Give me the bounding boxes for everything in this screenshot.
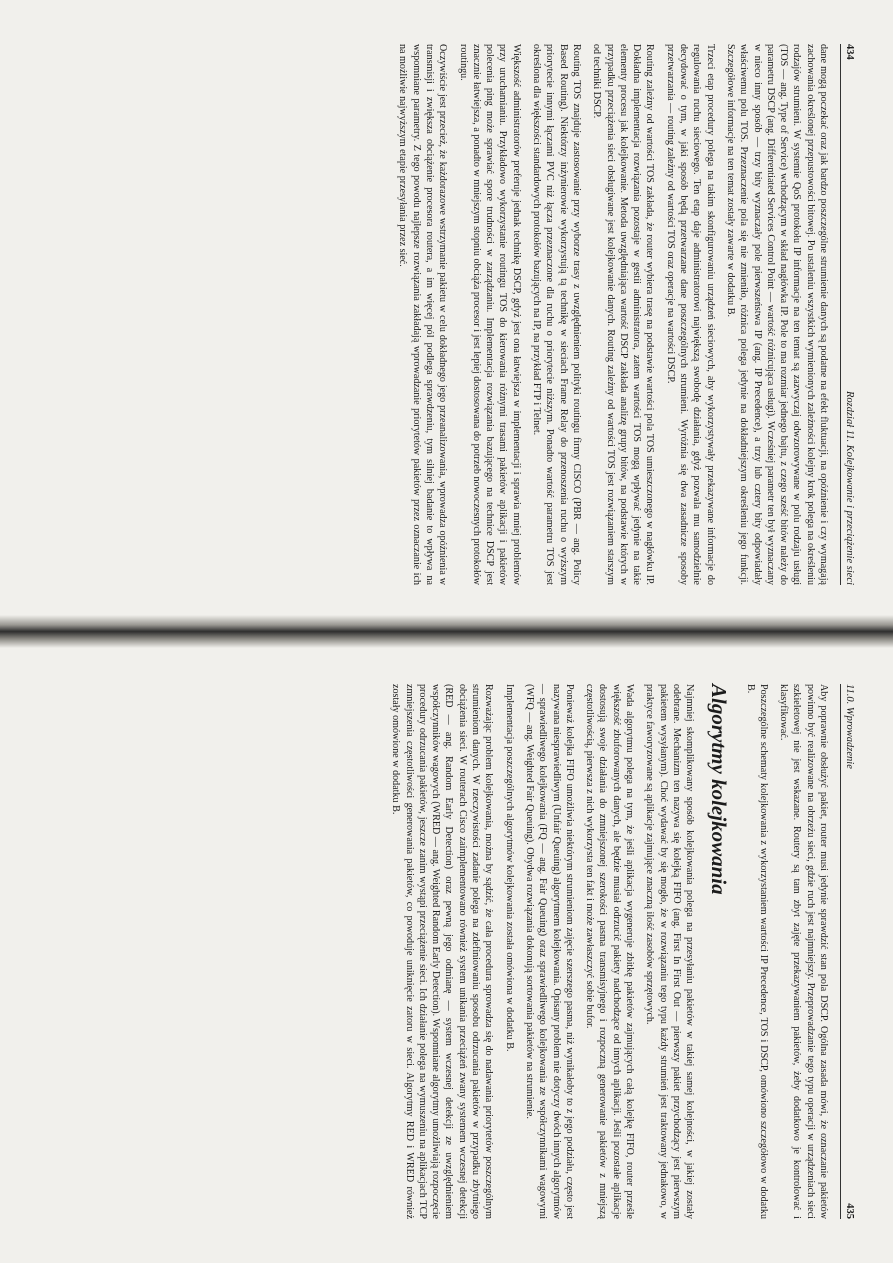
left-header-title: Rozdział 11. Kolejkowanie i przeciążenie sieci: [844, 390, 855, 585]
left-page-number: 434: [844, 44, 855, 60]
book-gutter: [0, 615, 893, 648]
right-paragraph-3: Ponieważ kolejka FIFO umożliwia niektórym strumieniom zajęcie szerszego pasma, niż wynikałoby to z jego podziału, często jest nazywana niesprawiedliwym (Unfair Queuing) algorytmem kolejkowania. Opisany problem nie dotyczy dwóch innych algorytmów — sprawiedliwego kolejkowania (FQ — ang. Fair Queuing) oraz sprawiedliwego kolejkowania ze współczynnikami wagowymi (WFQ — ang. Weighted Fair Queuing). Obydwa rozwiązania dokonują sortowania pakietów na strumienie.: [523, 684, 575, 1219]
right-paragraph-1: Najmniej skomplikowany sposób kolejkowania polega na przesyłaniu pakietów w takiej samej kolejności, w jakiej zostały odebrane. Mechanizm ten nazywa się kolejką FIFO (ang. First In First Out — pierwszy pakiet przychodzący jest pierwszym pakietem wysyłanym). Choć wydawać by się mogło, że w rozwiązaniu tego typu każdy strumień jest traktowany jednakowo, w praktyce faworyzowane są aplikacje zajmujące znaczną ilość zasobów sprzętowych.: [644, 684, 696, 1219]
right-paragraph-5: Rozważając problem kolejkowania, można by sądzić, że cała procedura sprowadza się do nadawania priorytetów poszczególnym strumieniom danych. W rzeczywistości zadanie polega na zdefiniowaniu sposobu odrzucania pakietów w przypadku zbytniego obciążenia sieci. W routerach Cisco zaimplementowano również system unikania przeciążeń zwany systemem wczesnej detekcji (RED — ang. Random Early Detection) oraz pewną jego odmianę — system wczesnej detekcji ze uwzględnieniem współczynników wagowych (WRED — ang. Weighted Random Early Detection). Wspomniane algorytmy umożliwiają rozpoczęcie procedury odrzucania pakietów, jeszcze zanim wystąpi przeciążenie sieci. Ich działanie polega na wymuszeniu na aplikacjach TCP zmniejszenia częstotliwości generowania pakietów, co powoduje uniknięcie zatoru w sieci. Algorytmy RED i WRED również zostały omówione w dodatku B.: [390, 684, 495, 1219]
right-intro-paragraph-1: Aby poprawnie obsłużyć pakiet, router musi jedynie sprawdzić stan pola DSCP. Ogólna zasada mówi, że oznaczanie pakietów powinno być realizowane na obrzeżu sieci, gdzie ruch jest najmniejszy. Przeprowadzanie tego typu operacji w urządzeniach sieci szkieletowej nie jest wskazane. Routery są tam zbyt zajęte przekazywaniem pakietów, żeby dodatkowo je kontrolować i klasyfikować.: [778, 684, 829, 1219]
right-paragraph-2: Wada algorytmu polega na tym, że jeśli aplikacja wygeneruje zbitkę pakietów zajmujących całą kolejkę FIFO, router prześle większość zbuforowanych danych, ale będzie musiał odrzucić pakiety nadchodzące od innych aplikacji. Jeśli pozostałe aplikacje dostosują swoje działania do zmniejszonej szerokości pasma transmisyjnego i rozpoczną generowanie pakietów z mniejszą częstotliwością, pierwsza z nich wykorzysta ten fakt i może zawłaszczyć sobie bufor.: [584, 684, 636, 1219]
right-page: [0, 648, 893, 1263]
left-paragraph-4: Routing TOS znajduje zastosowanie przy wyborze trasy z uwzględnieniem polityki routingu firmy CISCO (PBR — ang. Policy Based Routing). Niektórzy inżynierowie wykorzystują tą technikę w sieciach Frame Relay do przenoszenia ruchu o wyższym priorytecie innymi łączami PVC niż łącza przeznaczone dla ruchu o priorytecie niższym. Ponadto wartość parametru TOS jest określona dla większości standardowych protokołów bazujących na IP, na przykład FTP i Telnet.: [531, 44, 582, 585]
left-running-header: [840, 44, 855, 585]
right-paragraph-4: Implementacja poszczególnych algorytmów kolejkowania została omówiona w dodatku B.: [503, 684, 515, 1052]
left-paragraph-5: Większość administratorów preferuje jednak technikę DSCP, gdyż jest ona łatwiejsza w implementacji i sprawia mniej problemów przy uruchamianiu. Przykładowo wykorzystanie routingu TOS do kierowania różnymi trasami pakietów aplikacji i pakietów polecenia ping może sprawiać spore trudności w zarządzaniu. Implementacja rozwiązania bazującego na technice DSCP jest znacznie łatwiejsza, a ponadto w mniejszym stopniu obciąża procesor i jest lepiej dostosowana do potrzeb nowoczesnych protokołów routingu.: [457, 44, 522, 585]
section-heading: Algorytmy kolejkowania: [707, 684, 732, 895]
right-intro-paragraph-2: Poszczególne schematy kolejkowania z wykorzystaniem wartości IP Precedence, TOS i DSCP, omówiono szczegółowo w dodatku B.: [744, 684, 769, 1219]
left-paragraph-6: Oczywiście jest przecież, że każdorazowe wstrzymanie pakietu w celu dokładnego jego przeanalizowania, wprowadza opóźnienia w transmisji i zwiększa obciążenie procesora routera, a im więcej pól podlega sprawdzeniu, tym silniej badanie to wpływa na wspomniane parametry. Z tego powodu najlepsze rozwiązania zakładają wprowadzanie priorytetów pakietów przez oznaczanie ich na możliwie najwyższym etapie przesyłania przez sieć.: [397, 44, 449, 585]
left-paragraph-3: Routing zależny od wartości TOS zakłada, że router wybiera trasę na podstawie wartości pola TOS umieszczonego w nagłówku IP. Dokładna implementacja rozwiązania pozostaje w gestii administratora, zatem wartości TOS mogą wpływać jedynie na takie elementy procesu jak kolejkowanie. Metoda uwzględniająca wartość DSCP zakłada analizę grupy bitów, na podstawie których w przypadku przeciążenia sieci obsługiwane jest kolejkowanie danych. Routing zależny od wartości TOS jest rozwiązaniem starszym od techniki DSCP.: [591, 44, 656, 585]
right-running-header: [840, 684, 855, 1219]
left-paragraph-2: Trzeci etap procedury polega na takim skonfigurowaniu urządzeń sieciowych, aby wykorzystywały przekazywane informacje do regulowania ruchu sieciowego. Ten etap daje administratorowi największą swobodę działania, gdyż pozwala mu samodzielnie decydować o tym, w jaki sposób będą przetwarzane dane poszczególnych strumieni. Wyróżnia się dwa zasadnicze sposoby przetwarzania — routing zależny od wartości TOS oraz operacje na wartości DSCP.: [664, 44, 716, 585]
right-page-number: 435: [844, 1203, 855, 1219]
right-header-title: 11.0. Wprowadzenie: [844, 684, 855, 769]
left-page: [0, 0, 893, 615]
left-paragraph-1: dane mogą poczekać oraz jak bardzo poszczególne strumienie danych są podatne na efekt fluktuacji, na opóźnienie i czy wymagają zachowania określonej przepustowości bitowej. Po ustaleniu wszystkich wymienionych zależności kolejny krok polega na określeniu rodzajów strumieni. W systemie QoS protokołu IP informacje na ten temat są zazwyczaj odwzorowywane w polu rodzaju usługi (TOS — ang. Type of Service) wchodzącym w skład nagłówka IP. Pole to ma rozmiar jednego bajtu, z czego sześć bitów należy do parametru DSCP (ang. Differentiated Services Control Point — wartość różnicująca usługi). Wcześniej parametr ten był wyznaczany w nieco inny sposób — trzy bity wyznaczały pole pierwszeństwa IP (ang. IP Precedence), a trzy lub cztery bity odpowiadały właściwemu polu TOS. Przeznaczenie pola się nie zmieniło, różnica polega jedynie na dokładniejszym określeniu jego funkcji. Szczegółowe informacje na ten temat zostały zawarte w dodatku B.: [724, 44, 829, 585]
